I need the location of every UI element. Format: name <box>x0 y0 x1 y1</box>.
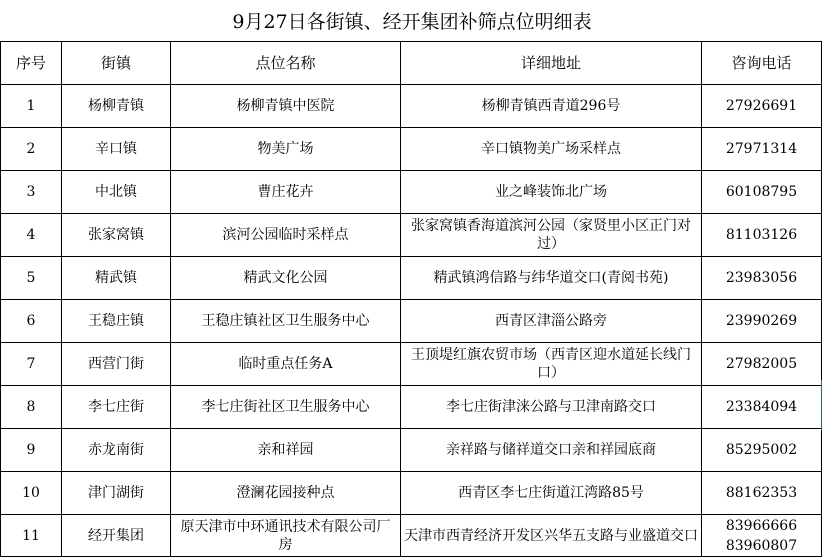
table-row <box>1 300 822 343</box>
row-no: 10 <box>1 472 62 515</box>
sites-table <box>0 41 822 557</box>
row-address: 精武镇鸿信路与纬华道交口(青阅书苑) <box>401 257 702 300</box>
row-town: 王稳庄镇 <box>62 300 171 343</box>
row-phone: 81103126 <box>702 214 822 257</box>
row-no: 3 <box>1 171 62 214</box>
row-address: 西青区李七庄街道江湾路85号 <box>401 472 702 515</box>
row-address: 业之峰装饰北广场 <box>401 171 702 214</box>
header-site: 点位名称 <box>171 42 401 85</box>
row-town: 杨柳青镇 <box>62 85 171 128</box>
table-row <box>1 85 822 128</box>
row-address: 辛口镇物美广场采样点 <box>401 128 702 171</box>
row-address: 王顶堤红旗农贸市场（西青区迎水道延长线门口） <box>401 343 702 386</box>
row-no: 8 <box>1 386 62 429</box>
row-site: 澄澜花园接种点 <box>171 472 401 515</box>
header-phone: 咨询电话 <box>702 42 822 85</box>
header-row <box>1 42 822 85</box>
row-no: 1 <box>1 85 62 128</box>
row-site: 杨柳青镇中医院 <box>171 85 401 128</box>
row-address: 亲祥路与储祥道交口亲和祥园底商 <box>401 429 702 472</box>
table-row <box>1 128 822 171</box>
table-row <box>1 472 822 515</box>
row-phone-secondary: 83960807 <box>725 537 798 554</box>
header-no: 序号 <box>1 42 62 85</box>
row-town: 李七庄街 <box>62 386 171 429</box>
row-no: 2 <box>1 128 62 171</box>
row-phone: 23990269 <box>702 300 822 343</box>
table-row <box>1 386 822 429</box>
row-site: 精武文化公园 <box>171 257 401 300</box>
row-phone: 60108795 <box>702 171 822 214</box>
row-address: 李七庄街津涞公路与卫津南路交口 <box>401 386 702 429</box>
row-phone <box>702 515 822 557</box>
table-row <box>1 429 822 472</box>
row-site: 临时重点任务A <box>171 343 401 386</box>
row-address: 西青区津淄公路旁 <box>401 300 702 343</box>
row-address: 张家窝镇香海道滨河公园（家贤里小区正门对过） <box>401 214 702 257</box>
edge-marker <box>821 380 822 430</box>
row-phone: 27971314 <box>702 128 822 171</box>
row-phone: 27926691 <box>702 85 822 128</box>
row-town: 辛口镇 <box>62 128 171 171</box>
row-site: 滨河公园临时采样点 <box>171 214 401 257</box>
table-row <box>1 515 822 557</box>
row-site: 物美广场 <box>171 128 401 171</box>
row-site: 李七庄街社区卫生服务中心 <box>171 386 401 429</box>
row-no: 11 <box>1 515 62 557</box>
table-row <box>1 214 822 257</box>
row-phone: 23384094 <box>702 386 822 429</box>
row-site: 亲和祥园 <box>171 429 401 472</box>
row-town: 精武镇 <box>62 257 171 300</box>
row-no: 9 <box>1 429 62 472</box>
header-town: 街镇 <box>62 42 171 85</box>
header-address: 详细地址 <box>401 42 702 85</box>
table-row <box>1 343 822 386</box>
row-site: 曹庄花卉 <box>171 171 401 214</box>
row-phone-primary: 83966666 <box>725 517 798 534</box>
row-address: 杨柳青镇西青道296号 <box>401 85 702 128</box>
row-no: 5 <box>1 257 62 300</box>
row-phone: 27982005 <box>702 343 822 386</box>
row-no: 7 <box>1 343 62 386</box>
row-phone: 88162353 <box>702 472 822 515</box>
row-site: 原天津市中环通讯技术有限公司厂房 <box>171 515 401 557</box>
row-no: 6 <box>1 300 62 343</box>
row-town: 经开集团 <box>62 515 171 557</box>
table-row <box>1 171 822 214</box>
row-town: 津门湖街 <box>62 472 171 515</box>
row-town: 赤龙南街 <box>62 429 171 472</box>
row-no: 4 <box>1 214 62 257</box>
row-phone: 23983056 <box>702 257 822 300</box>
page-title: 9月27日各街镇、经开集团补筛点位明细表 <box>232 11 592 33</box>
row-town: 张家窝镇 <box>62 214 171 257</box>
row-town: 西营门街 <box>62 343 171 386</box>
row-site: 王稳庄镇社区卫生服务中心 <box>171 300 401 343</box>
row-address: 天津市西青经济开发区兴华五支路与业盛道交口 <box>401 515 702 557</box>
row-town: 中北镇 <box>62 171 171 214</box>
table-row <box>1 257 822 300</box>
row-phone: 85295002 <box>702 429 822 472</box>
